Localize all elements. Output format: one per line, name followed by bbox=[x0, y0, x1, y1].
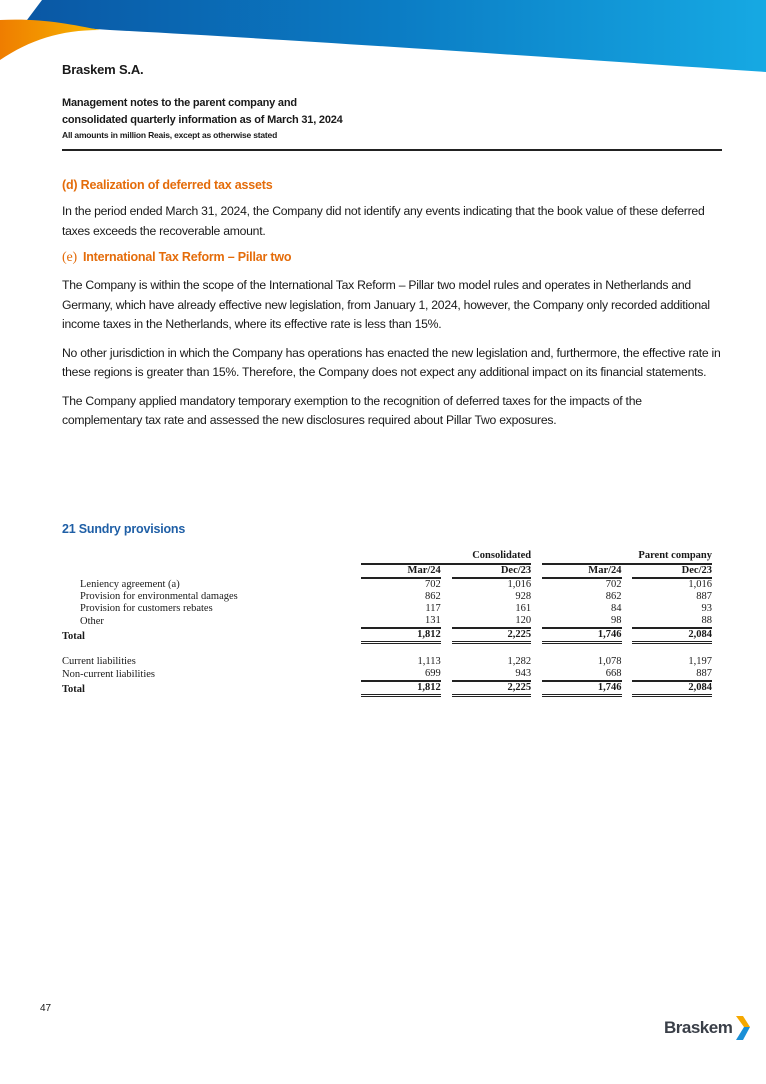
section-e-paragraph-1: The Company is within the scope of the International Tax Reform – Pillar two model rules and operates in Netherlands and Germany, which have already effective new legislation, from January 1, 2024, however, the Company only recorded additional income taxes in the Netherlands, where its effective rate is less than 15%. bbox=[62, 278, 710, 331]
braskem-chevron-icon bbox=[735, 1016, 751, 1040]
section-e-heading bbox=[62, 250, 722, 266]
document-header bbox=[62, 62, 722, 141]
group-header-row bbox=[62, 550, 712, 565]
page-number: 47 bbox=[40, 1003, 52, 1014]
cell: 84 bbox=[611, 603, 622, 614]
provisions-table bbox=[62, 550, 712, 697]
cell: 1,078 bbox=[597, 656, 622, 667]
cell: 887 bbox=[696, 591, 712, 602]
row-label: Other bbox=[80, 616, 104, 627]
subtitle-line-2: consolidated quarterly information as of March 31, 2024 bbox=[62, 114, 343, 126]
section-e-paragraph-2: No other jurisdiction in which the Company has operations has enacted the new legislation and, furthermore, the effective rate in these regions is greater than 15%. Therefore, the Company does not expect any additional impact on its financial statements. bbox=[62, 345, 721, 379]
section-e-title: International Tax Reform – Pillar two bbox=[82, 250, 292, 264]
column-header-row bbox=[62, 565, 712, 579]
row-label: Provision for environmental damages bbox=[80, 591, 238, 602]
cell: 2,225 bbox=[452, 629, 532, 644]
braskem-logo bbox=[664, 1016, 751, 1040]
cell: 93 bbox=[701, 603, 712, 614]
row-label: Total bbox=[62, 683, 85, 695]
cell: 161 bbox=[515, 603, 532, 614]
cell: 702 bbox=[605, 579, 622, 590]
col-header: Mar/24 bbox=[542, 565, 622, 579]
total-row bbox=[62, 629, 712, 644]
cell: 699 bbox=[361, 668, 441, 682]
table-row bbox=[62, 656, 712, 668]
table-row bbox=[62, 579, 712, 591]
col-header: Mar/24 bbox=[361, 565, 441, 579]
cell: 1,812 bbox=[361, 629, 441, 644]
group-parent-company: Parent company bbox=[542, 550, 712, 565]
cell: 943 bbox=[452, 668, 532, 682]
table-row bbox=[62, 615, 712, 629]
cell: 702 bbox=[425, 579, 441, 590]
row-label: Total bbox=[62, 630, 85, 642]
row-label: Leniency agreement (a) bbox=[80, 579, 180, 590]
row-label: Provision for customers rebates bbox=[80, 603, 213, 614]
logo-text: Braskem bbox=[664, 1018, 733, 1037]
cell: 928 bbox=[515, 591, 532, 602]
amounts-note: All amounts in million Reais, except as otherwise stated bbox=[62, 130, 278, 140]
cell: 1,746 bbox=[542, 682, 622, 697]
cell: 1,016 bbox=[507, 579, 532, 590]
cell: 1,812 bbox=[361, 682, 441, 697]
cell: 862 bbox=[605, 591, 622, 602]
cell: 131 bbox=[361, 615, 441, 629]
provisions-title: 21 Sundry provisions bbox=[62, 522, 186, 536]
section-e-marker: (e) bbox=[62, 250, 77, 265]
section-d-paragraph: In the period ended March 31, 2024, the Company did not identify any events indicating that the book value of these deferred taxes exceeds the recoverable amount. bbox=[62, 204, 705, 238]
company-name: Braskem S.A. bbox=[62, 62, 144, 77]
section-d-heading: (d) Realization of deferred tax assets bbox=[62, 178, 273, 192]
subtitle-line-1: Management notes to the parent company and bbox=[62, 97, 297, 109]
table-row bbox=[62, 668, 712, 682]
notes-content bbox=[62, 178, 722, 440]
cell: 88 bbox=[632, 615, 712, 629]
section-e-paragraph-3: The Company applied mandatory temporary exemption to the recognition of deferred taxes for the impacts of the complementary tax rate and assessed the new disclosures required about Pillar Two exposures. bbox=[62, 393, 642, 427]
cell: 1,197 bbox=[688, 656, 712, 667]
total-row bbox=[62, 682, 712, 697]
table-row bbox=[62, 591, 712, 603]
cell: 2,084 bbox=[632, 629, 712, 644]
cell: 2,225 bbox=[452, 682, 532, 697]
cell: 1,746 bbox=[542, 629, 622, 644]
cell: 1,016 bbox=[688, 579, 712, 590]
cell: 668 bbox=[542, 668, 622, 682]
row-label: Non-current liabilities bbox=[62, 669, 156, 680]
cell: 120 bbox=[452, 615, 532, 629]
header-divider bbox=[62, 149, 722, 151]
cell: 2,084 bbox=[632, 682, 712, 697]
cell: 862 bbox=[425, 591, 441, 602]
col-header: Dec/23 bbox=[452, 565, 532, 579]
cell: 887 bbox=[632, 668, 712, 682]
row-label: Current liabilities bbox=[62, 656, 136, 667]
cell: 1,282 bbox=[507, 656, 532, 667]
group-consolidated: Consolidated bbox=[361, 550, 531, 565]
cell: 117 bbox=[425, 603, 441, 614]
table-row bbox=[62, 603, 712, 615]
cell: 1,113 bbox=[417, 656, 441, 667]
cell: 98 bbox=[542, 615, 622, 629]
col-header: Dec/23 bbox=[632, 565, 712, 579]
